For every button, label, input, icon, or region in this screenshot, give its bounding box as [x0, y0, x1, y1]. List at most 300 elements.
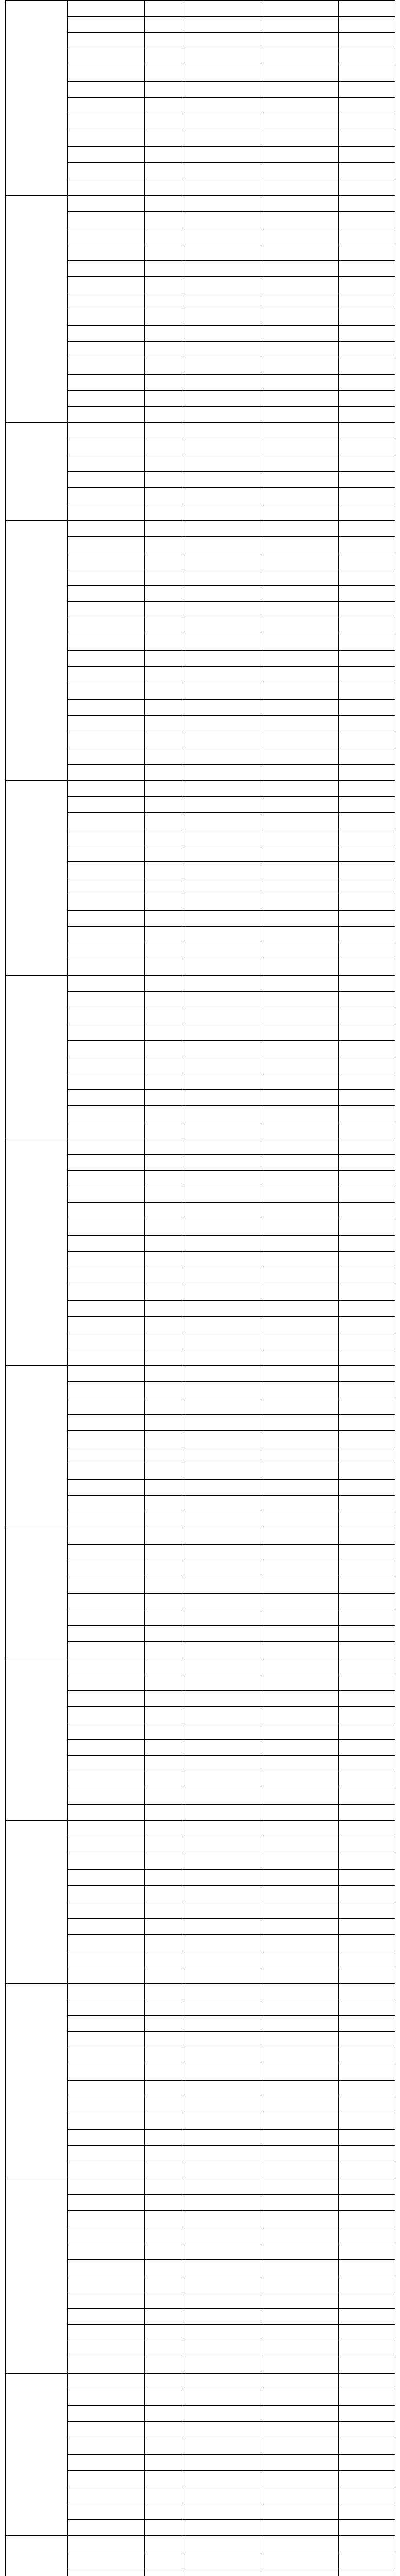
degree-cell — [184, 2081, 261, 2097]
degree-cell — [184, 2113, 261, 2130]
requirement-cell — [261, 16, 339, 33]
post-cell — [68, 2568, 145, 2576]
degree-cell — [184, 894, 261, 911]
post-cell — [68, 602, 145, 618]
note-cell — [339, 114, 395, 130]
degree-cell — [184, 1772, 261, 1788]
note-cell — [339, 2227, 395, 2243]
count-cell — [145, 1317, 184, 1333]
post-cell — [68, 1967, 145, 1984]
post-cell — [68, 2503, 145, 2520]
count-cell — [145, 2341, 184, 2357]
post-cell — [68, 1821, 145, 1837]
post-cell — [68, 2113, 145, 2130]
note-cell — [339, 1365, 395, 1382]
unit-cell — [6, 195, 68, 423]
requirement-cell — [261, 1463, 339, 1480]
count-cell — [145, 391, 184, 407]
post-cell — [68, 1690, 145, 1707]
post-cell — [68, 1106, 145, 1122]
degree-cell — [184, 2276, 261, 2292]
post-cell — [68, 2292, 145, 2309]
note-cell — [339, 1967, 395, 1984]
requirement-cell — [261, 1235, 339, 1252]
requirement-cell — [261, 1398, 339, 1415]
degree-cell — [184, 764, 261, 781]
requirement-cell — [261, 1967, 339, 1984]
requirement-cell — [261, 1414, 339, 1431]
post-cell — [68, 1512, 145, 1528]
degree-cell — [184, 81, 261, 98]
note-cell — [339, 1853, 395, 1870]
degree-cell — [184, 1349, 261, 1366]
count-cell — [145, 910, 184, 927]
requirement-cell — [261, 2438, 339, 2455]
note-cell — [339, 2454, 395, 2471]
degree-cell — [184, 455, 261, 472]
degree-cell — [184, 2048, 261, 2064]
count-cell — [145, 1642, 184, 1658]
post-cell — [68, 861, 145, 878]
degree-cell — [184, 2129, 261, 2146]
count-cell — [145, 2032, 184, 2048]
requirement-cell — [261, 65, 339, 82]
requirement-cell — [261, 2487, 339, 2503]
degree-cell — [184, 1, 261, 17]
unit-cell — [6, 2178, 68, 2374]
degree-cell — [184, 813, 261, 829]
requirement-cell — [261, 2194, 339, 2211]
count-cell — [145, 1447, 184, 1463]
note-cell — [339, 910, 395, 927]
requirement-cell — [261, 781, 339, 797]
count-cell — [145, 406, 184, 423]
count-cell — [145, 1983, 184, 1999]
unit-cell — [6, 1983, 68, 2178]
post-cell — [68, 2308, 145, 2325]
note-cell — [339, 796, 395, 813]
degree-cell — [184, 2405, 261, 2422]
note-cell — [339, 781, 395, 797]
requirement-cell — [261, 716, 339, 732]
note-cell — [339, 2194, 395, 2211]
post-cell — [68, 423, 145, 439]
requirement-cell — [261, 406, 339, 423]
degree-cell — [184, 1398, 261, 1415]
note-cell — [339, 1317, 395, 1333]
note-cell — [339, 537, 395, 553]
note-cell — [339, 1935, 395, 1951]
count-cell — [145, 130, 184, 147]
post-cell — [68, 163, 145, 179]
count-cell — [145, 1382, 184, 1398]
count-cell — [145, 1398, 184, 1415]
requirement-cell — [261, 2568, 339, 2576]
note-cell — [339, 277, 395, 293]
count-cell — [145, 618, 184, 634]
post-cell — [68, 1999, 145, 2016]
post-cell — [68, 1707, 145, 1723]
requirement-cell — [261, 2405, 339, 2422]
note-cell — [339, 146, 395, 163]
degree-cell — [184, 2568, 261, 2576]
post-cell — [68, 2243, 145, 2260]
requirement-cell — [261, 439, 339, 455]
degree-cell — [184, 1122, 261, 1138]
requirement-cell — [261, 699, 339, 716]
degree-cell — [184, 1609, 261, 1626]
note-cell — [339, 2325, 395, 2341]
post-cell — [68, 1788, 145, 1805]
note-cell — [339, 943, 395, 959]
requirement-cell — [261, 845, 339, 862]
note-cell — [339, 1024, 395, 1041]
count-cell — [145, 423, 184, 439]
requirement-cell — [261, 2178, 339, 2195]
post-cell — [68, 2146, 145, 2162]
requirement-cell — [261, 2503, 339, 2520]
degree-cell — [184, 212, 261, 228]
degree-cell — [184, 2015, 261, 2032]
requirement-cell — [261, 488, 339, 504]
requirement-cell — [261, 2146, 339, 2162]
requirement-cell — [261, 1690, 339, 1707]
degree-cell — [184, 634, 261, 651]
post-cell — [68, 1463, 145, 1480]
degree-cell — [184, 781, 261, 797]
degree-cell — [184, 1479, 261, 1496]
note-cell — [339, 2552, 395, 2568]
post-cell — [68, 1041, 145, 1057]
count-cell — [145, 1837, 184, 1853]
count-cell — [145, 1804, 184, 1821]
note-cell — [339, 1869, 395, 1886]
requirement-cell — [261, 1804, 339, 1821]
post-cell — [68, 634, 145, 651]
post-cell — [68, 2373, 145, 2389]
count-cell — [145, 650, 184, 667]
requirement-cell — [261, 212, 339, 228]
note-cell — [339, 1772, 395, 1788]
note-cell — [339, 1219, 395, 1236]
note-cell — [339, 2389, 395, 2406]
requirement-cell — [261, 1317, 339, 1333]
note-cell — [339, 1203, 395, 1219]
post-cell — [68, 699, 145, 716]
count-cell — [145, 2081, 184, 2097]
count-cell — [145, 2243, 184, 2260]
requirement-cell — [261, 943, 339, 959]
degree-cell — [184, 1951, 261, 1967]
count-cell — [145, 163, 184, 179]
post-cell — [68, 2064, 145, 2081]
requirement-cell — [261, 878, 339, 894]
post-cell — [68, 244, 145, 261]
count-cell — [145, 667, 184, 683]
note-cell — [339, 293, 395, 309]
requirement-cell — [261, 1902, 339, 1918]
requirement-cell — [261, 2454, 339, 2471]
note-cell — [339, 1788, 395, 1805]
note-cell — [339, 342, 395, 358]
post-cell — [68, 2471, 145, 2487]
count-cell — [145, 585, 184, 602]
requirement-cell — [261, 2113, 339, 2130]
note-cell — [339, 2129, 395, 2146]
requirement-cell — [261, 959, 339, 976]
post-cell — [68, 358, 145, 375]
note-cell — [339, 2081, 395, 2097]
post-cell — [68, 2487, 145, 2503]
requirement-cell — [261, 1512, 339, 1528]
requirement-cell — [261, 1024, 339, 1041]
post-cell — [68, 374, 145, 391]
count-cell — [145, 2227, 184, 2243]
degree-cell — [184, 716, 261, 732]
count-cell — [145, 1935, 184, 1951]
requirement-cell — [261, 732, 339, 748]
requirement-cell — [261, 1382, 339, 1398]
count-cell — [145, 2162, 184, 2178]
post-cell — [68, 1187, 145, 1203]
degree-cell — [184, 1999, 261, 2016]
requirement-cell — [261, 1837, 339, 1853]
degree-cell — [184, 2211, 261, 2227]
note-cell — [339, 764, 395, 781]
note-cell — [339, 471, 395, 488]
count-cell — [145, 33, 184, 49]
note-cell — [339, 325, 395, 342]
post-cell — [68, 813, 145, 829]
post-cell — [68, 2552, 145, 2568]
count-cell — [145, 1609, 184, 1626]
degree-cell — [184, 260, 261, 277]
count-cell — [145, 683, 184, 699]
count-cell — [145, 1479, 184, 1496]
requirement-cell — [261, 829, 339, 845]
degree-cell — [184, 1593, 261, 1609]
degree-cell — [184, 342, 261, 358]
table-row — [6, 423, 395, 439]
note-cell — [339, 2015, 395, 2032]
requirement-cell — [261, 537, 339, 553]
requirement-cell — [261, 1057, 339, 1073]
requirement-cell — [261, 1658, 339, 1674]
count-cell — [145, 293, 184, 309]
requirement-cell — [261, 2276, 339, 2292]
requirement-cell — [261, 1625, 339, 1642]
degree-cell — [184, 2471, 261, 2487]
table-row — [6, 1138, 395, 1155]
post-cell — [68, 1333, 145, 1349]
count-cell — [145, 1252, 184, 1268]
count-cell — [145, 2308, 184, 2325]
count-cell — [145, 2325, 184, 2341]
requirement-cell — [261, 504, 339, 520]
post-cell — [68, 2129, 145, 2146]
requirement-cell — [261, 1918, 339, 1935]
degree-cell — [184, 2243, 261, 2260]
post-cell — [68, 1, 145, 17]
post-cell — [68, 1024, 145, 1041]
degree-cell — [184, 244, 261, 261]
count-cell — [145, 878, 184, 894]
post-cell — [68, 1479, 145, 1496]
note-cell — [339, 212, 395, 228]
degree-cell — [184, 488, 261, 504]
degree-cell — [184, 1382, 261, 1398]
post-cell — [68, 277, 145, 293]
degree-cell — [184, 374, 261, 391]
requirement-cell — [261, 1365, 339, 1382]
requirement-cell — [261, 975, 339, 992]
note-cell — [339, 1431, 395, 1447]
unit-cell — [6, 1, 68, 196]
degree-cell — [184, 845, 261, 862]
note-cell — [339, 1642, 395, 1658]
degree-cell — [184, 2227, 261, 2243]
count-cell — [145, 861, 184, 878]
degree-cell — [184, 2519, 261, 2536]
post-cell — [68, 1528, 145, 1545]
note-cell — [339, 1756, 395, 1772]
note-cell — [339, 1983, 395, 1999]
degree-cell — [184, 2503, 261, 2520]
note-cell — [339, 1902, 395, 1918]
post-cell — [68, 439, 145, 455]
count-cell — [145, 764, 184, 781]
note-cell — [339, 130, 395, 147]
post-cell — [68, 1138, 145, 1155]
count-cell — [145, 488, 184, 504]
note-cell — [339, 16, 395, 33]
count-cell — [145, 1528, 184, 1545]
post-cell — [68, 2260, 145, 2276]
note-cell — [339, 1284, 395, 1301]
degree-cell — [184, 992, 261, 1008]
requirement-cell — [261, 1609, 339, 1626]
requirement-cell — [261, 2308, 339, 2325]
note-cell — [339, 2243, 395, 2260]
degree-cell — [184, 829, 261, 845]
degree-cell — [184, 293, 261, 309]
unit-cell — [6, 1821, 68, 1983]
note-cell — [339, 1577, 395, 1594]
requirement-cell — [261, 2519, 339, 2536]
count-cell — [145, 1008, 184, 1024]
post-cell — [68, 2276, 145, 2292]
note-cell — [339, 878, 395, 894]
requirement-cell — [261, 2260, 339, 2276]
requirement-cell — [261, 1203, 339, 1219]
note-cell — [339, 650, 395, 667]
count-cell — [145, 2015, 184, 2032]
count-cell — [145, 195, 184, 212]
post-cell — [68, 2519, 145, 2536]
requirement-cell — [261, 1561, 339, 1577]
degree-cell — [184, 1268, 261, 1284]
post-cell — [68, 391, 145, 407]
count-cell — [145, 98, 184, 114]
count-cell — [145, 1057, 184, 1073]
count-cell — [145, 1073, 184, 1090]
requirement-cell — [261, 1577, 339, 1594]
post-cell — [68, 2211, 145, 2227]
count-cell — [145, 959, 184, 976]
requirement-cell — [261, 179, 339, 196]
count-cell — [145, 1561, 184, 1577]
note-cell — [339, 1609, 395, 1626]
note-cell — [339, 748, 395, 765]
note-cell — [339, 2471, 395, 2487]
degree-cell — [184, 667, 261, 683]
post-cell — [68, 569, 145, 586]
count-cell — [145, 2422, 184, 2438]
note-cell — [339, 1447, 395, 1463]
degree-cell — [184, 146, 261, 163]
count-cell — [145, 2487, 184, 2503]
degree-cell — [184, 1154, 261, 1171]
count-cell — [145, 2194, 184, 2211]
degree-cell — [184, 650, 261, 667]
degree-cell — [184, 33, 261, 49]
table-row — [6, 520, 395, 537]
count-cell — [145, 1999, 184, 2016]
count-cell — [145, 1284, 184, 1301]
degree-cell — [184, 1690, 261, 1707]
degree-cell — [184, 1886, 261, 1902]
requirement-cell — [261, 1122, 339, 1138]
degree-cell — [184, 1431, 261, 1447]
post-cell — [68, 1577, 145, 1594]
degree-cell — [184, 943, 261, 959]
requirement-cell — [261, 33, 339, 49]
requirement-cell — [261, 1089, 339, 1106]
note-cell — [339, 1187, 395, 1203]
post-cell — [68, 81, 145, 98]
note-cell — [339, 699, 395, 716]
degree-cell — [184, 2438, 261, 2455]
requirement-cell — [261, 1008, 339, 1024]
post-cell — [68, 1658, 145, 1674]
requirement-cell — [261, 618, 339, 634]
post-cell — [68, 1853, 145, 1870]
note-cell — [339, 2405, 395, 2422]
degree-cell — [184, 1300, 261, 1317]
requirement-cell — [261, 1772, 339, 1788]
note-cell — [339, 553, 395, 569]
degree-cell — [184, 1138, 261, 1155]
count-cell — [145, 2146, 184, 2162]
note-cell — [339, 2064, 395, 2081]
degree-cell — [184, 1512, 261, 1528]
requirement-cell — [261, 2048, 339, 2064]
degree-cell — [184, 406, 261, 423]
post-cell — [68, 537, 145, 553]
post-cell — [68, 2389, 145, 2406]
requirement-cell — [261, 325, 339, 342]
post-cell — [68, 2438, 145, 2455]
requirement-cell — [261, 1, 339, 17]
unit-cell — [6, 975, 68, 1138]
table-row — [6, 2178, 395, 2195]
note-cell — [339, 1041, 395, 1057]
count-cell — [145, 845, 184, 862]
note-cell — [339, 374, 395, 391]
post-cell — [68, 2178, 145, 2195]
post-cell — [68, 1235, 145, 1252]
post-cell — [68, 33, 145, 49]
